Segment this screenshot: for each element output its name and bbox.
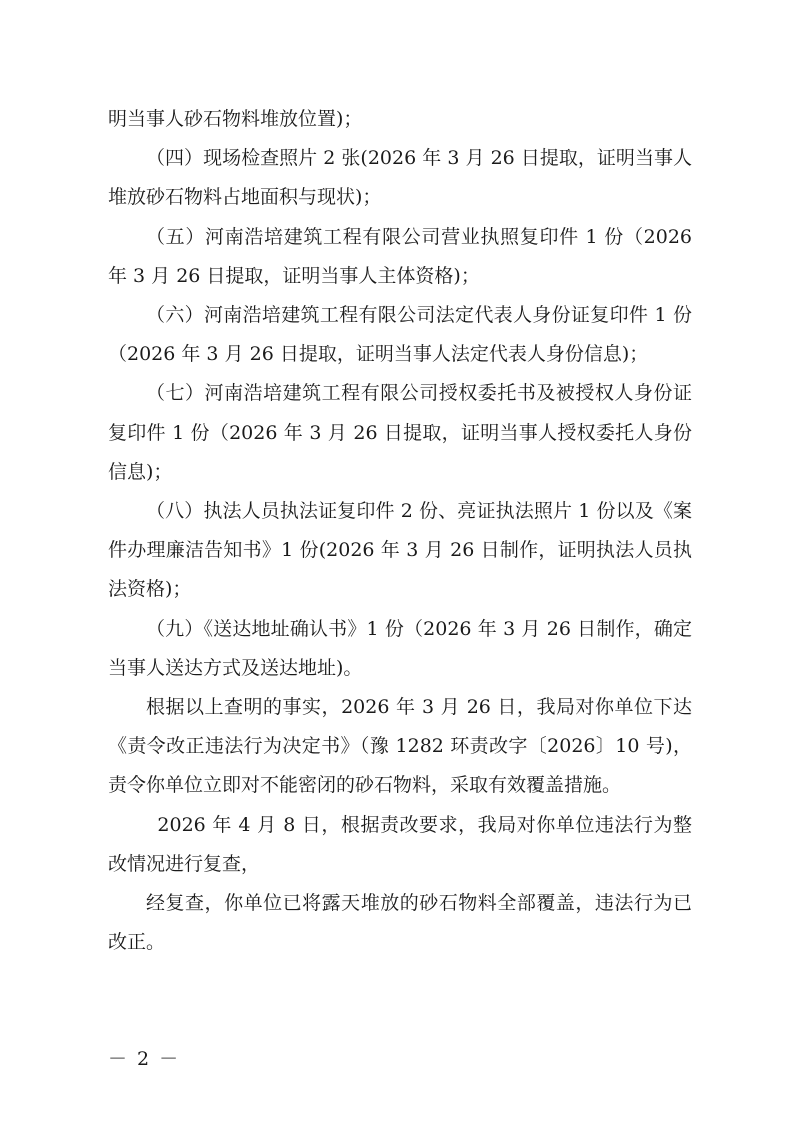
evidence-item-4: （四）现场检查照片 2 张(2026 年 3 月 26 日提取，证明当事人堆放砂石物料占地面积与现状)；: [108, 147, 692, 209]
paragraph-rectification-order: 根据以上查明的事实，2026 年 3 月 26 日，我局对你单位下达《责令改正违法行为决定书》（豫 1282 环责改字〔2026〕10 号)，责令你单位立即对不能密闭的砂石物料，采取有效覆盖措施。: [108, 696, 692, 797]
paragraph-continuation: 明当事人砂石物料堆放位置)；: [108, 108, 363, 130]
paragraph-review-result: 经复查，你单位已将露天堆放的砂石物料全部覆盖，违法行为已改正。: [108, 892, 692, 954]
document-body: [108, 100, 692, 962]
evidence-item-6: （六）河南浩培建筑工程有限公司法定代表人身份证复印件 1 份（2026 年 3 月 26 日提取，证明当事人法定代表人身份信息)；: [108, 304, 692, 366]
evidence-item-5: （五）河南浩培建筑工程有限公司营业执照复印件 1 份（2026 年 3 月 26 日提取，证明当事人主体资格)；: [108, 225, 692, 287]
evidence-item-8: （八）执法人员执法证复印件 2 份、亮证执法照片 1 份以及《案件办理廉洁告知书》1 份(2026 年 3 月 26 日制作，证明执法人员执法资格)；: [108, 500, 692, 601]
evidence-item-7: （七）河南浩培建筑工程有限公司授权委托书及被授权人身份证复印件 1 份（2026 年 3 月 26 日提取，证明当事人授权委托人身份信息)；: [108, 382, 692, 483]
page-number: － 2 －: [108, 1048, 181, 1070]
evidence-item-9: （九）《送达地址确认书》1 份（2026 年 3 月 26 日制作，确定当事人送达方式及送达地址)。: [108, 617, 692, 679]
paragraph-review: 2026 年 4 月 8 日，根据责改要求，我局对你单位违法行为整改情况进行复查，: [108, 813, 692, 875]
